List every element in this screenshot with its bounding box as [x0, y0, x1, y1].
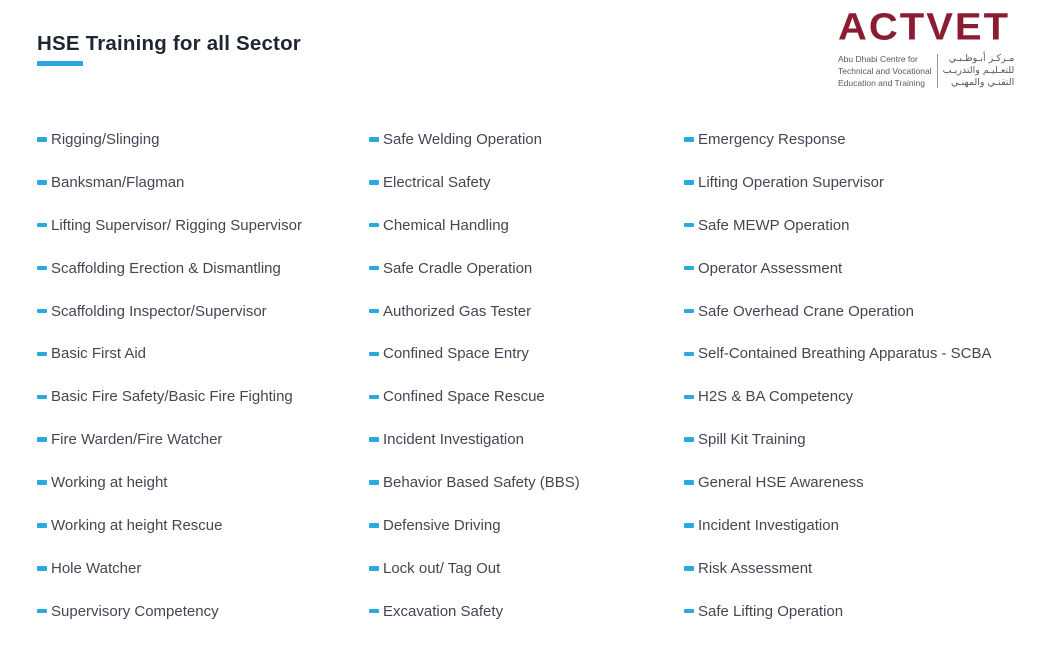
list-item: [369, 547, 580, 590]
page-title: HSE Training for all Sector: [37, 32, 301, 55]
list-item: [37, 290, 302, 333]
list-item: [37, 161, 302, 204]
logo-subtext: [838, 53, 1038, 89]
logo-arabic-line: للتعـليـم والتدريـب: [942, 65, 1015, 76]
training-course-label: Working at height Rescue: [51, 516, 223, 534]
dash-bullet-icon: [369, 523, 379, 528]
training-course-label: Incident Investigation: [383, 431, 524, 449]
list-item: [37, 332, 302, 375]
training-course-label: Electrical Safety: [383, 173, 491, 191]
training-course-label: Safe Overhead Crane Operation: [698, 302, 914, 320]
dash-bullet-icon: [369, 137, 379, 142]
training-course-label: Supervisory Competency: [51, 602, 219, 620]
list-item: [369, 590, 580, 633]
training-course-label: Safe Cradle Operation: [383, 259, 533, 277]
training-course-label: Lifting Supervisor/ Rigging Supervisor: [51, 216, 302, 234]
training-course-label: Scaffolding Erection & Dismantling: [51, 259, 281, 277]
dash-bullet-icon: [369, 566, 379, 571]
training-course-label: Safe Lifting Operation: [698, 602, 844, 620]
list-item: [369, 247, 580, 290]
dash-bullet-icon: [369, 609, 379, 614]
training-course-label: Incident Investigation: [698, 516, 839, 534]
dash-bullet-icon: [369, 352, 379, 357]
dash-bullet-icon: [369, 180, 379, 185]
logo-tagline-line: Abu Dhabi Centre for: [838, 54, 918, 64]
dash-bullet-icon: [684, 566, 694, 571]
training-column-3: [684, 118, 992, 633]
logo-arabic-line: مـركـز أبـوظـبـي: [948, 53, 1015, 64]
training-course-label: Hole Watcher: [51, 559, 142, 577]
training-courses-list: [0, 118, 1000, 638]
dash-bullet-icon: [369, 266, 379, 271]
training-course-label: Basic Fire Safety/Basic Fire Fighting: [51, 388, 293, 406]
list-item: [369, 375, 580, 418]
training-course-label: Lock out/ Tag Out: [383, 559, 501, 577]
list-item: [684, 547, 992, 590]
list-item: [369, 290, 580, 333]
list-item: [684, 161, 992, 204]
training-course-label: Self-Contained Breathing Apparatus - SCBA: [698, 345, 992, 363]
dash-bullet-icon: [684, 223, 694, 228]
dash-bullet-icon: [37, 437, 47, 442]
list-item: [37, 118, 302, 161]
list-item: [684, 332, 992, 375]
training-course-label: Defensive Driving: [383, 516, 501, 534]
training-course-label: Safe Welding Operation: [383, 130, 542, 148]
dash-bullet-icon: [37, 609, 47, 614]
training-course-label: General HSE Awareness: [698, 474, 864, 492]
training-course-label: Scaffolding Inspector/Supervisor: [51, 302, 267, 320]
dash-bullet-icon: [684, 352, 694, 357]
actvet-wordmark: ACTVET: [838, 6, 1010, 48]
list-item: [369, 161, 580, 204]
training-course-label: H2S & BA Competency: [698, 388, 854, 406]
training-course-label: Safe MEWP Operation: [698, 216, 850, 234]
logo-tagline-arabic: [943, 53, 1015, 89]
training-course-label: Risk Assessment: [698, 559, 813, 577]
logo-divider: [937, 54, 938, 88]
actvet-logo: [838, 8, 1038, 89]
list-item: [37, 461, 302, 504]
list-item: [684, 461, 992, 504]
list-item: [684, 204, 992, 247]
training-course-label: Confined Space Entry: [383, 345, 529, 363]
list-item: [37, 547, 302, 590]
list-item: [37, 590, 302, 633]
dash-bullet-icon: [684, 437, 694, 442]
training-course-label: Basic First Aid: [51, 345, 147, 363]
dash-bullet-icon: [37, 266, 47, 271]
list-item: [684, 590, 992, 633]
list-item: [369, 504, 580, 547]
logo-tagline-english: [838, 53, 932, 89]
training-course-label: Fire Warden/Fire Watcher: [51, 431, 223, 449]
dash-bullet-icon: [684, 395, 694, 400]
list-item: [37, 204, 302, 247]
dash-bullet-icon: [369, 223, 379, 228]
logo-tagline-line: Education and Training: [838, 78, 925, 88]
training-course-label: Emergency Response: [698, 130, 846, 148]
list-item: [37, 375, 302, 418]
dash-bullet-icon: [37, 180, 47, 185]
dash-bullet-icon: [369, 437, 379, 442]
list-item: [37, 504, 302, 547]
dash-bullet-icon: [684, 609, 694, 614]
training-course-label: Authorized Gas Tester: [383, 302, 532, 320]
list-item: [684, 418, 992, 461]
list-item: [369, 418, 580, 461]
logo-tagline-line: Technical and Vocational: [838, 66, 932, 76]
training-column-1: [37, 118, 302, 633]
training-course-label: Excavation Safety: [383, 602, 504, 620]
training-course-label: Chemical Handling: [383, 216, 509, 234]
list-item: [684, 375, 992, 418]
list-item: [37, 418, 302, 461]
dash-bullet-icon: [37, 223, 47, 228]
list-item: [684, 247, 992, 290]
dash-bullet-icon: [369, 480, 379, 485]
training-course-label: Spill Kit Training: [698, 431, 806, 449]
dash-bullet-icon: [37, 566, 47, 571]
training-course-label: Working at height: [51, 474, 168, 492]
list-item: [369, 118, 580, 161]
dash-bullet-icon: [684, 137, 694, 142]
list-item: [684, 118, 992, 161]
training-course-label: Confined Space Rescue: [383, 388, 545, 406]
training-course-label: Banksman/Flagman: [51, 173, 185, 191]
list-item: [684, 504, 992, 547]
logo-arabic-line: التقنـي والمهنـي: [950, 77, 1015, 88]
dash-bullet-icon: [37, 480, 47, 485]
training-column-2: [369, 118, 580, 633]
list-item: [369, 332, 580, 375]
dash-bullet-icon: [684, 480, 694, 485]
training-course-label: Lifting Operation Supervisor: [698, 173, 884, 191]
title-underline: [37, 61, 83, 66]
training-course-label: Behavior Based Safety (BBS): [383, 474, 580, 492]
list-item: [37, 247, 302, 290]
dash-bullet-icon: [37, 395, 47, 400]
dash-bullet-icon: [37, 137, 47, 142]
dash-bullet-icon: [37, 352, 47, 357]
list-item: [369, 461, 580, 504]
training-course-label: Rigging/Slinging: [51, 130, 160, 148]
dash-bullet-icon: [684, 266, 694, 271]
dash-bullet-icon: [37, 523, 47, 528]
list-item: [369, 204, 580, 247]
dash-bullet-icon: [369, 395, 379, 400]
dash-bullet-icon: [684, 523, 694, 528]
dash-bullet-icon: [369, 309, 379, 314]
dash-bullet-icon: [684, 309, 694, 314]
dash-bullet-icon: [684, 180, 694, 185]
dash-bullet-icon: [37, 309, 47, 314]
list-item: [684, 290, 992, 333]
training-course-label: Operator Assessment: [698, 259, 843, 277]
